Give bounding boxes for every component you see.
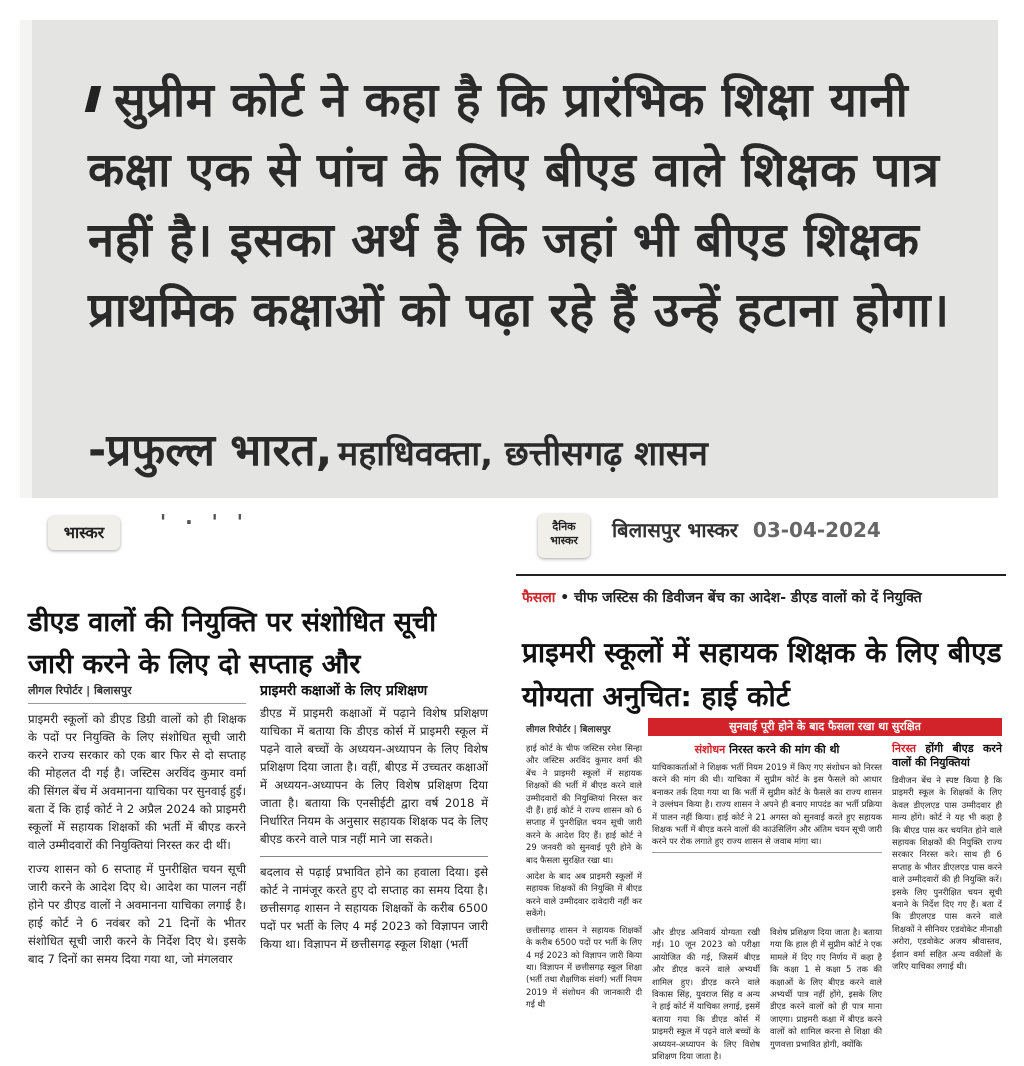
attribution-name: -प्रफुल्ल भारत, <box>88 425 333 476</box>
kicker-text: • चीफ जस्टिस की डिवीजन बेंच का आदेश- डीएड वालों को दें नियुक्ति <box>560 590 922 606</box>
left-byline: लीगल रिपोर्टर | बिलासपुर <box>28 682 246 704</box>
quote-block <box>88 66 968 346</box>
masthead-fragment: ' · ' ' <box>160 510 249 534</box>
red-subheadline-band: सुनवाई पूरी होने के बाद फैसला रखा था सुरक्षित <box>648 718 1002 736</box>
middle-subhead <box>652 742 882 757</box>
article-kicker <box>522 588 922 607</box>
left-subhead: प्राइमरी कक्षाओं के लिए प्रशिक्षण <box>260 683 428 699</box>
left-column-2 <box>260 682 488 959</box>
column-4-subhead <box>892 742 1002 770</box>
left-paragraph: प्राइमरी स्कूलों को डीएड डिग्री वालों को ही शिक्षक के पदों पर नियुक्ति के लिए संशोधित सूची जारी करने राज्य सरकार को एक बार फिर से दो सप्ताह की मोहलत दी गई है। जस्टिस अरविंद कुमार वर्मा की सिंगल बेंच में अवमानना याचिका पर सुनवाई हुई। बता दें कि हाई कोर्ट ने 2 अप्रैल 2024 को प्राइमरी स्कूलों में सहायक शिक्षकों की भर्ती में बीएड करने वाले उम्मीदवारों की नियुक्तियां निरस्त कर दी थीं। <box>28 712 246 852</box>
right-paragraph: डिवीजन बेंच ने स्पष्ट किया है कि प्राइमरी स्कूल के शिक्षकों के लिए केवल डीएलएड पास उम्मीदवार ही मान्य होंगे। कोर्ट ने यह भी कहा है कि बीएड पास कर चयनित होने वाले सहायक शिक्षकों की नियुक्ति राज्य सरकार निरस्त करे। साथ ही 6 सप्ताह के भीतर डीएलएड पास करने वाले उम्मीदवारों की ही नियुक्ति करें। इसके लिए पुनरीक्षित चयन सूची बनाने के निर्देश दिए गए हैं। बता दें कि डीएलएड पास करने वाले शिक्षकों ने सीनियर एडवोकेट मीनाक्षी अरोरा, एडवोकेट अजय श्रीवास्तव, ईशान वर्मा सहित अन्य वकीलों के जरिए याचिका लगाई थी। <box>892 775 1002 972</box>
right-paragraph: और डीएड अनिवार्य योग्यता रखी गई। 10 जून 2023 को परीक्षा आयोजित की गई, जिसमें बीएड और डीएड करने वाले अभ्यर्थी शामिल हुए। डीएड करने वाले विकास सिंह, युवराज सिंह व अन्य ने हाई कोर्ट में याचिका लगाई, इसमें बताया गया कि डीएड कोर्स में प्राइमरी स्कूल में पढ़ने वाले बच्चों के अध्ययन-अध्यापन के लिए विशेष प्रशिक्षण दिया जाता है। <box>652 927 760 1062</box>
masthead-date: 03-04-2024 <box>752 518 881 542</box>
left-paragraph: राज्य शासन को 6 सप्ताह में पुनरीक्षित चयन सूची जारी करने के आदेश दिए थे। आदेश का पालन नहीं होने पर डीएड वालों ने अवमानना याचिका लगाई है। हाई कोर्ट ने 6 नवंबर को 21 दिनों के भीतर संशोधित सूची जारी करने के निर्देश दिए थे। इसके बाद 7 दिनों का समय दिया गया था, जो मंगलवार <box>28 862 246 966</box>
middle-body: याचिकाकर्ताओं ने शिक्षक भर्ती नियम 2019 में किए गए संशोधन को निरस्त करने की मांग की थी। याचिका में सुप्रीम कोर्ट के इस फैसले को आधार बनाकर तर्क दिया गया था कि भर्ती में सुप्रीम कोर्ट के फैसले का राज्य शासन ने उल्लंघन किया है। राज्य शासन ने अपने ही बनाए मापदंड का भर्ती प्रक्रिया में पालन नहीं किया। हाई कोर्ट ने 21 अगस्त को सुनवाई करते हुए सहायक शिक्षक भर्ती में बीएड करने वालों की काउंसिलिंग और अंतिम चयन सूची जारी करने पर रोक लगाते हुए राज्य शासन से जवाब मांगा था। <box>652 761 882 853</box>
left-column-1 <box>28 682 246 974</box>
quote-clipping <box>20 20 998 498</box>
right-paragraph: हाई कोर्ट के चीफ जस्टिस रमेश सिन्हा और जस्टिस अरविंद कुमार वर्मा की बेंच ने प्राइमरी स्कूलों में सहायक शिक्षकों की भर्ती में बीएड करने वाले उम्मीदवारों की नियुक्तियां निरस्त कर दी हैं। हाई कोर्ट ने राज्य शासन को 6 सप्ताह में पुनरीक्षित चयन सूची जारी करने के आदेश दिए हैं। हाई कोर्ट ने 29 जनवरी को सुनवाई पूरी होने के बाद फैसला सुरक्षित रखा था। <box>526 743 642 865</box>
right-news-clipping <box>512 510 1012 1062</box>
bhaskar-logo: भास्कर <box>48 516 120 550</box>
quote-text: सुप्रीम कोर्ट ने कहा है कि प्रारंभिक शिक्षा यानी कक्षा एक से पांच के लिए बीएड वाले शिक्षक पात्र नहीं है। इसका अर्थ है कि जहां भी बीएड शिक्षक प्राथमिक कक्षाओं को पढ़ा रहे हैं उन्हें हटाना होगा। <box>88 73 950 338</box>
right-paragraph: विशेष प्रशिक्षण दिया जाता है। बताया गया कि हाल ही में सुप्रीम कोर्ट ने एक मामले में दिए गए निर्णय में कहा है कि कक्षा 1 से कक्षा 5 तक की कक्षाओं के लिए बीएड करने वाले अभ्यर्थी पात्र नहीं होंगे, इसके लिए डीएड करने वालों को ही पात्र माना जाएगा। प्राइमरी कक्षा में बीएड करने वालों को शामिल करना से शिक्षा की गुणवत्ता प्रभावित होगी, क्योंकि <box>770 927 882 1049</box>
right-paragraph: आदेश के बाद अब प्राइमरी स्कूलों में सहायक शिक्षकों की नियुक्ति में बीएड करने वाले उम्मीदवार दावेदारी नहीं कर सकेंगे। <box>526 871 642 919</box>
column-4-subhead-text: होंगी बीएड करने वालों की नियुक्तियां <box>892 742 1002 769</box>
left-headline: डीएड वालों की नियुक्ति पर संशोधित सूची जारी करने के लिए दो सप्ताह और <box>28 607 437 681</box>
right-headline: प्राइमरी स्कूलों में सहायक शिक्षक के लिए बीएड योग्यता अनुचित: हाई कोर्ट <box>522 635 1002 713</box>
masthead-title: बिलासपुर भास्कर <box>612 518 738 542</box>
right-paragraph: छत्तीसगढ़ शासन ने सहायक शिक्षकों के करीब 6500 पदों पर भर्ती के लिए 4 मई 2023 को विज्ञापन जारी किया था। विज्ञापन में छत्तीसगढ़ स्कूल शिक्षा (भर्ती तथा शैक्षणिक संवर्ग) भर्ती नियम 2019 में संशोधन की जानकारी दी गई थी <box>526 924 642 1010</box>
right-masthead <box>612 516 881 543</box>
right-byline: लीगल रिपोर्टर | बिलासपुर <box>526 725 611 735</box>
right-middle-section <box>652 742 882 859</box>
right-column-1 <box>526 742 642 1015</box>
right-article <box>516 574 1006 1062</box>
attribution-role: महाधिवक्ता, छत्तीसगढ़ शासन <box>337 434 708 474</box>
middle-subhead-red: संशोधन <box>694 743 726 756</box>
clipping-separator <box>0 498 1024 506</box>
bullet-marker-icon <box>85 86 101 112</box>
right-column-2 <box>652 926 760 1066</box>
middle-subhead-text: निरस्त करने की मांग की थी <box>729 743 840 756</box>
left-paragraph: डीएड में प्राइमरी कक्षाओं में पढ़ाने विशेष प्रशिक्षण याचिका में बताया कि डीएड कोर्स में प्राइमरी स्कूल में पढ़ने वाले बच्चों के अध्ययन-अध्यापन के लिए विशेष प्रशिक्षण दिया जाता है। वहीं, बीएड में उच्चतर कक्षाओं में अध्ययन-अध्यापन के लिए विशेष प्रशिक्षण दिया जाता है। बताया कि एनसीईटी द्वारा वर्ष 2018 में निर्धारित नियम के अनुसार सहायक शिक्षक पद के लिए बीएड करने वाले पात्र नहीं माने जा सकते। <box>260 706 488 846</box>
kicker-label: फैसला <box>522 590 556 606</box>
right-column-4 <box>892 742 1002 977</box>
column-divider <box>260 856 488 857</box>
dainik-bhaskar-logo: दैनिक भास्कर <box>538 514 590 558</box>
left-paragraph: बदलाव से पढ़ाई प्रभावित होने का हवाला दिया। इसे कोर्ट ने नामंजूर करते हुए दो सप्ताह का समय दिया है। छत्तीसगढ़ शासन ने सहायक शिक्षकों के करीब 6500 पदों पर भर्ती के लिए 4 मई 2023 को विज्ञापन जारी किया था। विज्ञापन में छत्तीसगढ़ स्कूल शिक्षा (भर्ती <box>260 865 488 951</box>
left-news-clipping <box>20 510 490 1024</box>
column-4-subhead-red: निरस्त <box>892 742 917 755</box>
quote-attribution <box>88 418 708 478</box>
right-column-3 <box>770 926 882 1054</box>
